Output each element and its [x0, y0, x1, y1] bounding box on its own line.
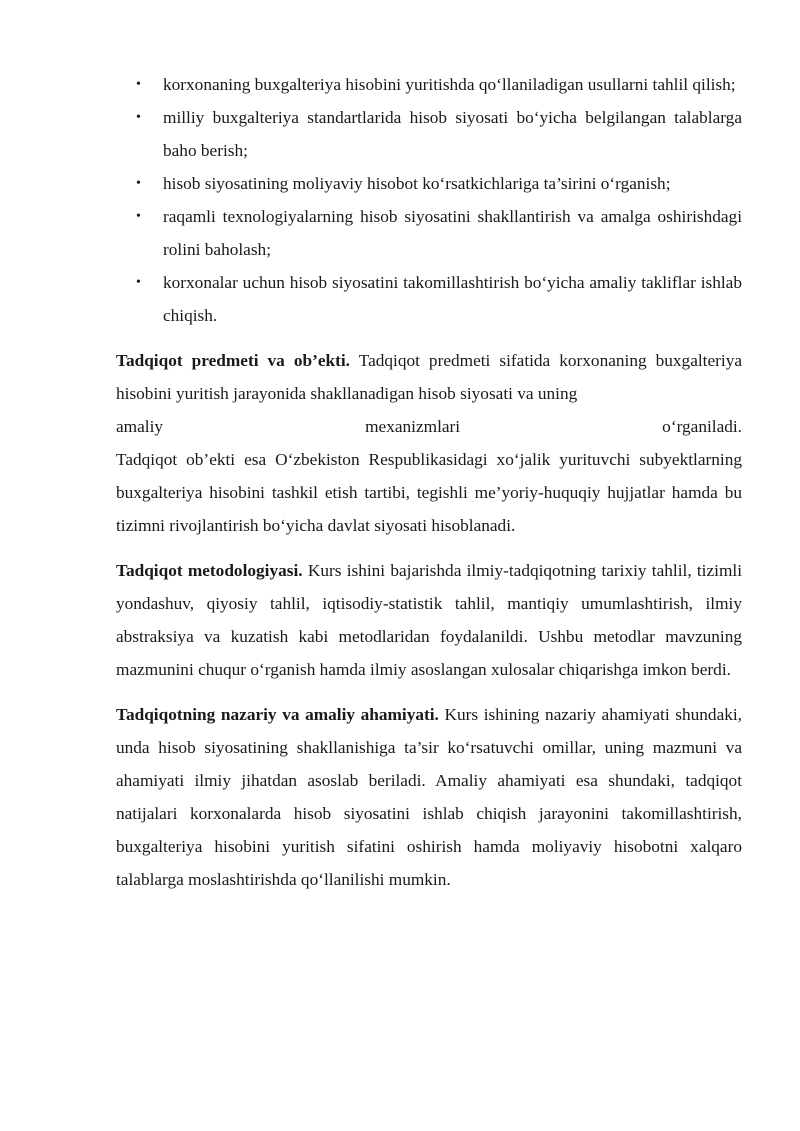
significance-paragraph: [116, 698, 742, 896]
methodology-paragraph: [116, 554, 742, 686]
subject-text-1: Tadqiqot predmeti sifatida korxonaning buxgalteriya hisobini yuritish jarayonida shakllanadigan hisob siyosati va uning: [116, 351, 742, 403]
document-page: [116, 68, 742, 896]
list-item: [116, 167, 742, 200]
object-text: Tadqiqot ob’ekti esa O‘zbekiston Respublikasidagi xo‘jalik yurituvchi subyektlarning buxgalteriya hisobini tashkil etish tartibi, tegishli me’yoriy-huquqiy hujjatlar hamda bu tizimni rivojlantirish bo‘yicha davlat siyosati hisoblanadi.: [116, 450, 742, 535]
subject-spread-line: [116, 410, 742, 443]
list-item-text: raqamli texnologiyalarning hisob siyosatini shakllantirish va amalga oshirishdagi rolini baholash;: [163, 207, 742, 259]
list-item-text: milliy buxgalteriya standartlarida hisob siyosati bo‘yicha belgilangan talablarga baho berish;: [163, 108, 742, 160]
list-item: [116, 266, 742, 332]
subject-word-3: o‘rganiladi.: [662, 417, 742, 436]
list-item-text: korxonalar uchun hisob siyosatini takomillashtirish bo‘yicha amaliy takliflar ishlab chiqish.: [163, 273, 742, 325]
bullet-icon: •: [136, 77, 141, 92]
bullet-icon: •: [136, 275, 141, 290]
subject-word-2: mexanizmlari: [365, 417, 461, 436]
bullet-icon: •: [136, 110, 141, 125]
list-item: [116, 68, 742, 101]
list-item: [116, 101, 742, 167]
subject-paragraph: [116, 344, 742, 410]
task-list: [116, 68, 742, 332]
significance-text: Kurs ishining nazariy ahamiyati shundaki, unda hisob siyosatining shakllanishiga ta’sir ko‘rsatuvchi omillar, uning mazmuni va ahamiyati ilmiy jihatdan asoslab beriladi. Amaliy ahamiyati esa shundaki, tadqiqot natijalari korxonalarda hisob siyosatini ishlab chiqish jarayonini takomillashtirish, buxgalteriya hisobini yuritish sifatini oshirish hamda moliyaviy hisobotni xalqaro talablarga moslashtirishda qo‘llanilishi mumkin.: [116, 705, 742, 889]
bullet-icon: •: [136, 176, 141, 191]
list-item-text: korxonaning buxgalteriya hisobini yuritishda qo‘llaniladigan usullarni tahlil qilish;: [163, 75, 736, 94]
methodology-text: Kurs ishini bajarishda ilmiy-tadqiqotning tarixiy tahlil, tizimli yondashuv, qiyosiy tahlil, iqtisodiy-statistik tahlil, mantiqiy umumlashtirish, ilmiy abstraksiya va kuzatish kabi metodlaridan foydalanildi. Ushbu metodlar mavzuning mazmunini chuqur o‘rganish hamda ilmiy asoslangan xulosalar chiqarishga imkon berdi.: [116, 561, 743, 679]
subject-word-1: amaliy: [116, 417, 164, 436]
object-paragraph: [116, 443, 742, 542]
list-item-text: hisob siyosatining moliyaviy hisobot ko‘rsatkichlariga ta’sirini o‘rganish;: [163, 174, 671, 193]
methodology-heading: Tadqiqot metodologiyasi.: [116, 561, 303, 580]
bullet-icon: •: [136, 209, 141, 224]
subject-heading: Tadqiqot predmeti va ob’ekti.: [116, 351, 350, 370]
list-item: [116, 200, 742, 266]
significance-heading: Tadqiqotning nazariy va amaliy ahamiyati.: [116, 705, 439, 724]
